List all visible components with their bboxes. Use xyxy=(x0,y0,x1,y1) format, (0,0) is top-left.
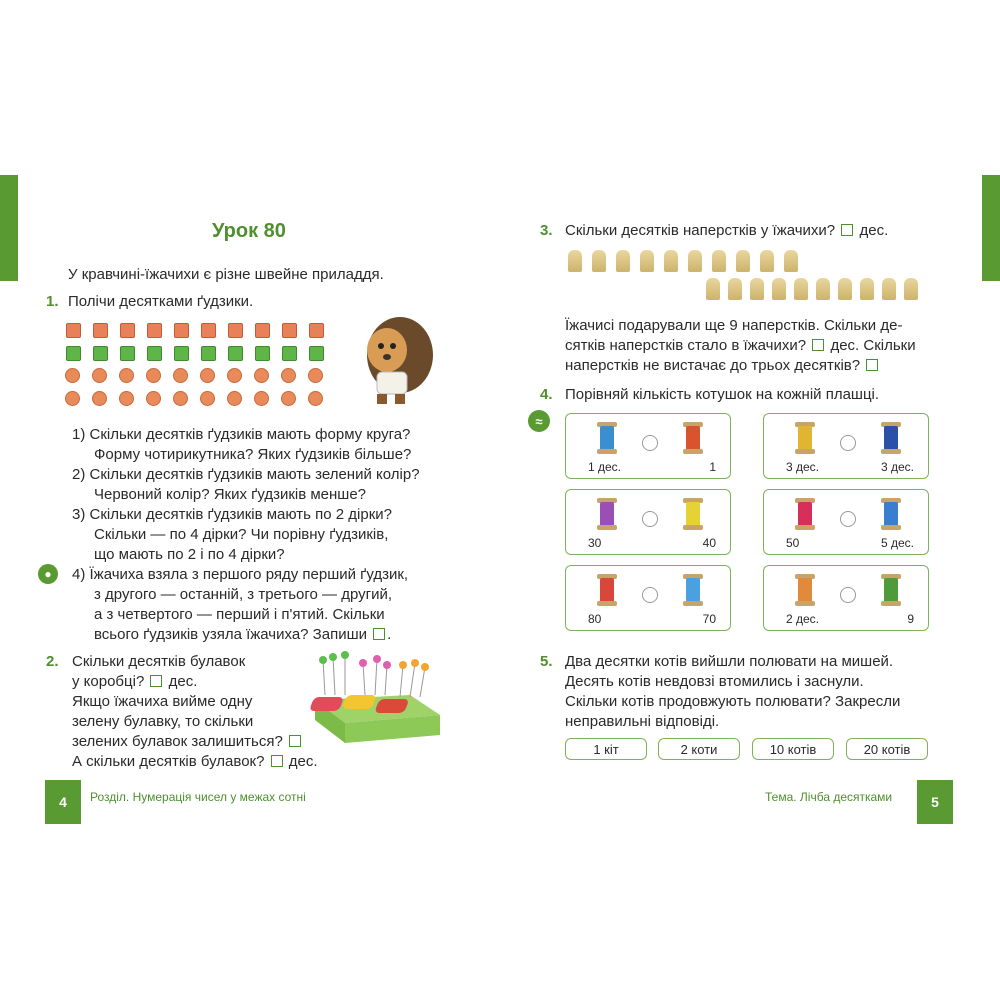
answer-box[interactable] xyxy=(373,628,385,640)
thimble-item xyxy=(760,250,774,272)
spool-icon xyxy=(600,422,614,454)
task3-line xyxy=(565,336,916,356)
question-line: 2) Скільки десятків ґудзиків мають зелений колір? xyxy=(72,466,420,483)
button-item xyxy=(309,346,324,361)
thimble-item xyxy=(736,250,750,272)
task1-number: 1. xyxy=(46,293,59,310)
button-item xyxy=(254,391,269,406)
thimble-item xyxy=(640,250,654,272)
unit-text: дес. xyxy=(288,753,318,770)
task2-line xyxy=(72,752,318,772)
button-item xyxy=(227,368,242,383)
button-item xyxy=(173,368,188,383)
thimble-item xyxy=(750,278,764,300)
compare-circle[interactable] xyxy=(642,511,658,527)
spool-card xyxy=(565,413,731,479)
thimble-item xyxy=(784,250,798,272)
answer-option[interactable]: 10 котів xyxy=(752,738,834,760)
task3-line xyxy=(565,356,880,376)
question-line: що мають по 2 і по 4 дірки? xyxy=(94,546,285,563)
task3-number: 3. xyxy=(540,222,553,239)
task5-line: Скільки котів продовжують полювати? Закресли xyxy=(565,693,901,710)
spool-icon xyxy=(600,498,614,530)
button-item xyxy=(308,391,323,406)
spool-count-right: 5 дес. xyxy=(880,536,914,550)
hedgehog-illustration xyxy=(355,310,435,410)
question-line: Форму чотирикутника? Яких ґудзиків більше? xyxy=(94,446,412,463)
task2-text: А скільки десятків булавок? xyxy=(72,753,265,770)
task3-text: наперстків не вистачає до трьох десятків? xyxy=(565,357,861,374)
thimble-item xyxy=(860,278,874,300)
right-edge-tab xyxy=(982,175,1000,281)
answer-box[interactable] xyxy=(271,755,283,767)
answer-box[interactable] xyxy=(841,224,853,236)
task3-text: сятків наперстків стало в їжачихи? xyxy=(565,337,807,354)
button-item xyxy=(281,391,296,406)
spool-icon xyxy=(600,574,614,606)
spool-count-right: 3 дес. xyxy=(880,460,914,474)
lightbulb-icon: ● xyxy=(38,564,58,584)
compare-circle[interactable] xyxy=(642,587,658,603)
thimble-item xyxy=(838,278,852,300)
button-item xyxy=(201,323,216,338)
answer-option[interactable]: 20 котів xyxy=(846,738,928,760)
button-item xyxy=(309,323,324,338)
question-line: 4) Їжачиха взяла з першого ряду перший ґудзик, xyxy=(72,566,409,583)
button-item xyxy=(120,346,135,361)
compare-circle[interactable] xyxy=(642,435,658,451)
button-item xyxy=(119,368,134,383)
footer-left: Розділ. Нумерація чисел у межах сотні xyxy=(90,790,306,804)
button-item xyxy=(65,391,80,406)
button-item xyxy=(174,346,189,361)
thimble-item xyxy=(616,250,630,272)
task2-text: у коробці? xyxy=(72,673,145,690)
unit-text: дес. xyxy=(859,222,889,239)
spool-card xyxy=(763,565,929,631)
thimble-item xyxy=(904,278,918,300)
button-item xyxy=(93,346,108,361)
thimble-item xyxy=(688,250,702,272)
spool-icon xyxy=(884,422,898,454)
thimble-item xyxy=(568,250,582,272)
button-item xyxy=(92,368,107,383)
button-item xyxy=(227,391,242,406)
task5-line: неправильні відповіді. xyxy=(565,713,720,730)
spool-card xyxy=(763,413,929,479)
spool-icon xyxy=(686,422,700,454)
thimble-item xyxy=(772,278,786,300)
button-item xyxy=(200,391,215,406)
compare-circle[interactable] xyxy=(840,511,856,527)
task2-line: Якщо їжачиха вийме одну xyxy=(72,693,253,710)
spool-count-left: 1 дес. xyxy=(588,460,622,474)
challenge-icon: ≈ xyxy=(528,410,550,432)
spool-count-left: 2 дес. xyxy=(786,612,820,626)
button-item xyxy=(92,391,107,406)
question-text: всього ґудзиків узяла їжачиха? Запиши xyxy=(94,626,367,643)
task3-line: Їжачисі подарували ще 9 наперстків. Скільки де- xyxy=(565,317,903,334)
compare-circle[interactable] xyxy=(840,435,856,451)
answer-box[interactable] xyxy=(866,359,878,371)
button-item xyxy=(228,346,243,361)
thimble-item xyxy=(728,278,742,300)
spool-count-left: 30 xyxy=(588,536,602,550)
thimble-item xyxy=(794,278,808,300)
footer-right: Тема. Лічба десятками xyxy=(765,790,893,804)
question-line: з другого — останній, з третього — другий, xyxy=(94,586,393,603)
spool-icon xyxy=(884,498,898,530)
left-edge-tab xyxy=(0,175,18,281)
button-item xyxy=(146,368,161,383)
spool-icon xyxy=(798,498,812,530)
task1-text: Полічи десятками ґудзики. xyxy=(68,293,254,310)
answer-box[interactable] xyxy=(812,339,824,351)
spool-icon xyxy=(798,574,812,606)
task5-line: Десять котів невдовзі втомились і заснули. xyxy=(565,673,864,690)
button-item xyxy=(255,323,270,338)
unit-text: дес. xyxy=(168,673,198,690)
button-item xyxy=(120,323,135,338)
button-item xyxy=(146,391,161,406)
button-item xyxy=(281,368,296,383)
task2-line: Скільки десятків булавок xyxy=(72,653,246,670)
spool-icon xyxy=(798,422,812,454)
spool-icon xyxy=(686,574,700,606)
question-line: Червоний колір? Яких ґудзиків менше? xyxy=(94,486,367,503)
task5-number: 5. xyxy=(540,653,553,670)
question-line: 1) Скільки десятків ґудзиків мають форму круга? xyxy=(72,426,411,443)
page-number-left: 4 xyxy=(45,780,81,824)
task3-text: Скільки десятків наперстків у їжачихи? xyxy=(565,222,836,239)
task5-line: Два десятки котів вийшли полювати на мишей. xyxy=(565,653,894,670)
button-item xyxy=(254,368,269,383)
pin-box-illustration xyxy=(305,645,445,745)
task2-line xyxy=(72,732,303,752)
spool-card xyxy=(565,489,731,555)
button-item xyxy=(147,346,162,361)
question-line: Скільки — по 4 дірки? Чи порівну ґудзиків, xyxy=(94,526,389,543)
spool-count-right: 40 xyxy=(702,536,716,550)
task4-number: 4. xyxy=(540,386,553,403)
question-line: всього ґудзиків узяла їжачиха? Запиши . xyxy=(94,626,392,643)
answer-option[interactable]: 1 кіт xyxy=(565,738,647,760)
spool-card xyxy=(565,565,731,631)
answer-box[interactable] xyxy=(150,675,162,687)
spool-count-left: 3 дес. xyxy=(786,460,820,474)
spool-card xyxy=(763,489,929,555)
task4-text: Порівняй кількість котушок на кожній плашці. xyxy=(565,386,880,403)
button-item xyxy=(119,391,134,406)
spool-count-right: 9 xyxy=(907,612,914,626)
intro-text: У кравчині-їжачихи є різне швейне приладдя. xyxy=(68,266,384,283)
question-line: а з четвертого — перший і п'ятий. Скільки xyxy=(94,606,385,623)
answer-box[interactable] xyxy=(289,735,301,747)
task2-text: зелених булавок залишиться? xyxy=(72,733,283,750)
button-item xyxy=(201,346,216,361)
question-line: 3) Скільки десятків ґудзиків мають по 2 дірки? xyxy=(72,506,393,523)
button-item xyxy=(66,346,81,361)
button-item xyxy=(255,346,270,361)
task2-line: зелену булавку, то скільки xyxy=(72,713,254,730)
task3-text: дес. Скільки xyxy=(830,337,916,354)
spool-count-right: 1 xyxy=(709,460,716,474)
button-item xyxy=(173,391,188,406)
button-item xyxy=(200,368,215,383)
task3-line xyxy=(565,221,888,241)
button-item xyxy=(228,323,243,338)
spool-icon xyxy=(686,498,700,530)
thimble-item xyxy=(592,250,606,272)
spool-count-left: 80 xyxy=(588,612,602,626)
button-item xyxy=(65,368,80,383)
thimble-item xyxy=(712,250,726,272)
button-item xyxy=(308,368,323,383)
page-number-right: 5 xyxy=(917,780,953,824)
button-item xyxy=(93,323,108,338)
compare-circle[interactable] xyxy=(840,587,856,603)
lesson-title: Урок 80 xyxy=(212,220,286,242)
buttons-illustration xyxy=(66,323,366,413)
button-item xyxy=(174,323,189,338)
task2-line xyxy=(72,672,197,692)
answer-option[interactable]: 2 коти xyxy=(658,738,740,760)
task2-number: 2. xyxy=(46,653,59,670)
spool-icon xyxy=(884,574,898,606)
thimble-item xyxy=(706,278,720,300)
thimble-item xyxy=(882,278,896,300)
thimble-item xyxy=(664,250,678,272)
button-item xyxy=(282,323,297,338)
thimbles-illustration xyxy=(560,250,940,302)
spool-count-left: 50 xyxy=(786,536,800,550)
button-item xyxy=(147,323,162,338)
thimble-item xyxy=(816,278,830,300)
button-item xyxy=(282,346,297,361)
spool-count-right: 70 xyxy=(702,612,716,626)
button-item xyxy=(66,323,81,338)
